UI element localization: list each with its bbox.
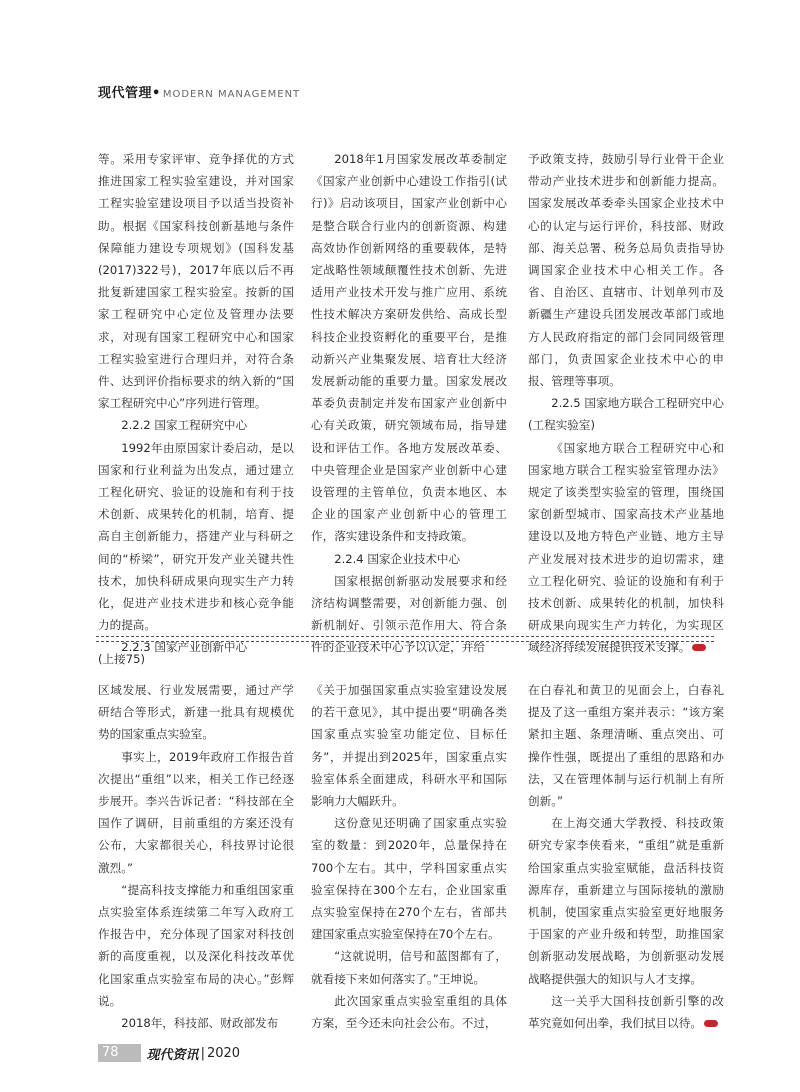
bottom-column-2 — [311, 679, 507, 1034]
paragraph: 《关于加强国家重点实验室建设发展的若干意见》，其中提出要“明确各类国家重点实验室功能定位、目标任务”，并提出到2025年，国家重点实验室体系全面建成，科研水平和国际影响力大幅跃升。 — [311, 683, 507, 809]
paragraph: 事实上，2019年政府工作报告首次提出“重组”以来，相关工作已经逐步展开。李兴告诉记者：“科技部在全国作了调研，目前重组的方案还没有公布，大家都很关心，科技界讨论很激烈。” — [98, 749, 294, 875]
paragraph: 2018年，科技部、财政部发布 — [121, 1016, 279, 1031]
page-number: 78 — [98, 1044, 141, 1062]
section-divider — [96, 636, 714, 642]
paragraph: 1992年由原国家计委启动，是以国家和行业利益为出发点，通过建立工程化研究、验证的设施和有利于技术创新、成果转化的机制，培育、提高自主创新能力，搭建产业与科研之间的“桥梁”，研究开发产业关键共性技术，加快科研成果向现实生产力转化，促进产业技术进步和核心竞争能力的提高。 — [98, 440, 294, 633]
top-column-1 — [98, 148, 294, 659]
footer-separator: | — [200, 1045, 205, 1061]
paragraph: 在白春礼和黄卫的见面会上，白春礼提及了这一重组方案并表示：“该方案紧扣主题、条理清晰、重点突出、可操作性强，既提出了重组的思路和办法，又在管理体制与运行机制上有所创新。” — [528, 683, 724, 809]
end-mark-icon — [704, 1020, 718, 1027]
paragraph — [528, 437, 724, 659]
end-mark-icon — [692, 644, 706, 651]
paragraph — [528, 990, 724, 1034]
running-header — [98, 82, 300, 101]
header-title-cn: 现代管理 — [98, 86, 153, 101]
header-dot: • — [152, 86, 161, 101]
top-column-2 — [311, 148, 507, 659]
paragraph: “这就说明，信号和蓝图都有了，就看接下来如何落实了。”王坤说。 — [311, 949, 507, 986]
section-heading: 2.2.4 国家企业技术中心 — [334, 551, 461, 566]
magazine-name: 现代资讯 — [146, 1047, 199, 1063]
top-column-3 — [528, 148, 724, 659]
page-footer — [98, 1044, 240, 1062]
footer-year: 2020 — [206, 1045, 241, 1061]
section-heading: 2.2.3 国家产业创新中心 — [121, 640, 248, 655]
bottom-column-1 — [98, 679, 294, 1034]
paragraph: 2018年1月国家发展改革委制定《国家产业创新中心建设工作指引(试行)》启动该项目，国家产业创新中心是整合联合行业内的创新资源、构建高效协作创新网络的重要载体，是特定战略性领域颠覆性技术创新、先进适用产业技术开发与推广应用、系统性技术解决方案研发供给、高成长型科技企业投资孵化的重要平台，是推动新兴产业集聚发展、培育壮大经济发展新动能的重要力量。国家发展改革委负责制定并发布国家产业创新中心有关政策，研究领域布局，指导建设和评估工作。各地方发展改革委、中央管理企业是国家产业创新中心建设管理的主管单位，负责本地区、本企业的国家产业创新中心的管理工作，落实建设条件和支持政策。 — [311, 152, 507, 544]
header-title-en: MODERN MANAGEMENT — [162, 89, 301, 100]
paragraph: 此次国家重点实验室重组的具体方案，至今还未向社会公布。不过， — [311, 993, 507, 1031]
bottom-column-3 — [528, 679, 724, 1034]
paragraph: 国家根据创新驱动发展要求和经济结构调整需要，对创新能力强、创新机制好、引领示范作用大、符合条件的企业技术中心予以认定，并给 — [311, 573, 507, 655]
paragraph: 区域发展、行业发展需要，通过产学研结合等形式，新建一批具有规模优势的国家重点实验室。 — [98, 683, 294, 742]
paragraph: 等。采用专家评审、竞争择优的方式推进国家工程实验室建设，并对国家工程实验室建设项目予以适当投资补助。根据《国家科技创新基地与条件保障能力建设专项规划》(国科发基(2017)322号)，2017年底以后不再批复新建国家工程实验室。按新的国家工程研究中心定位及管理办法要求，对现有国家工程研究中心和国家工程实验室进行合理归并，对符合条件、达到评价指标要求的纳入新的“国家工程研究中心”序列进行管理。 — [98, 152, 294, 411]
paragraph: 这份意见还明确了国家重点实验室的数量：到2020年，总量保持在700个左右。其中，学科国家重点实验室保持在300个左右，企业国家重点实验室保持在270个左右，省部共建国家重点实验室保持在70个左右。 — [311, 816, 507, 942]
paragraph-text: 这一关乎大国科技创新引擎的改革究竟如何出拳，我们拭目以待。 — [528, 993, 724, 1031]
section-heading: 2.2.5 国家地方联合工程研究中心(工程实验室) — [528, 396, 724, 433]
paragraph-text: 《国家地方联合工程研究中心和国家地方联合工程实验室管理办法》规定了该类型实验室的管理，围绕国家创新型城市、国家高技术产业基地建设以及地方特色产业链、地方主导产业发展对技术进步的迫切需求，建立工程化研究、验证的设施和有利于技术创新、成果转化的机制，加快科研成果向现实生产力转化，为实现区域经济持续发展提供技术支撑。 — [528, 440, 724, 655]
paragraph: “提高科技支撑能力和重组国家重点实验室体系连续第二年写入政府工作报告中，充分体现了国家对科技创新的高度重视，以及深化科技改革优化国家重点实验室布局的决心。”彭辉说。 — [98, 882, 294, 1008]
continued-from-label: (上接75) — [98, 652, 145, 666]
paragraph: 予政策支持，鼓励引导行业骨干企业带动产业技术进步和创新能力提高。国家发展改革委牵头国家企业技术中心的认定与运行评价，科技部、财政部、海关总署、税务总局负责指导协调国家企业技术中心相关工作。各省、自治区、直辖市、计划单列市及新疆生产建设兵团发展改革部门或地方人民政府指定的部门会同同级管理部门，负责国家企业技术中心的申报、管理等事项。 — [528, 152, 724, 389]
section-heading: 2.2.2 国家工程研究中心 — [121, 418, 248, 433]
paragraph: 在上海交通大学教授、科技政策研究专家李侠看来，“重组”就是重新给国家重点实验室赋能，盘活科技资源库存，重新建立与国际接轨的激励机制，使国家重点实验室更好地服务于国家的产业升级和转型，助推国家创新驱动发展战略，为创新驱动发展战略提供强大的知识与人才支撑。 — [528, 816, 724, 986]
